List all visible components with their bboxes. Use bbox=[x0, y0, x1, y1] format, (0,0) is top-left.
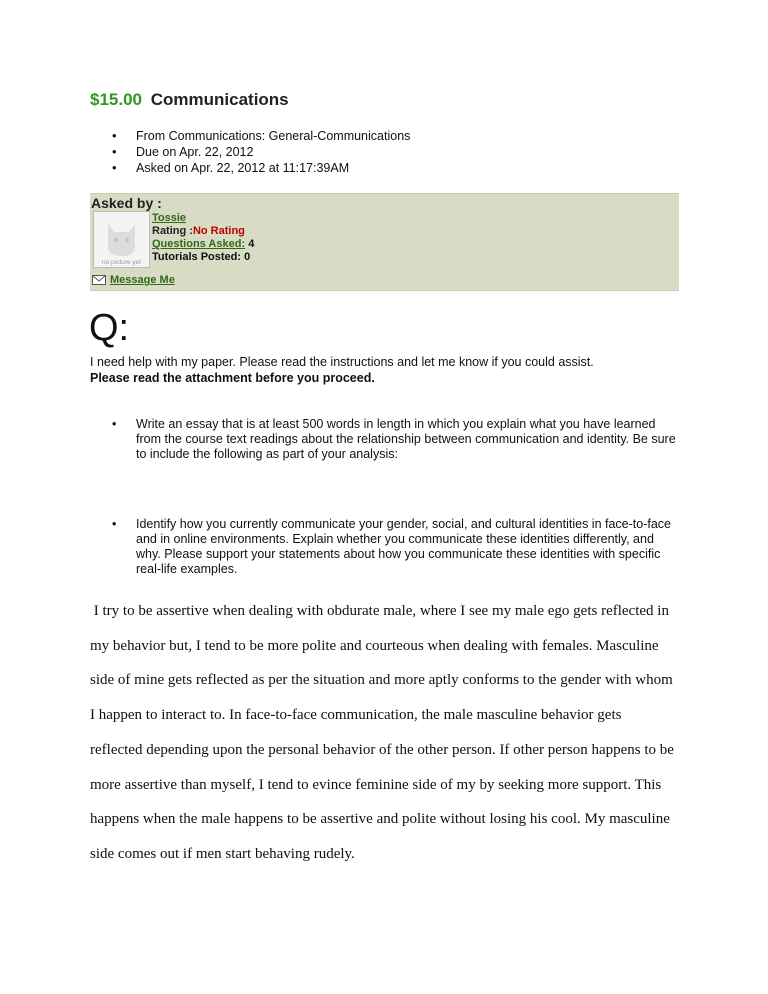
essay-line: side of mine gets reflected as per the situation and more aptly conforms to the gender with whom bbox=[90, 672, 673, 689]
intro-text: I need help with my paper. Please read the instructions and let me know if you could assist. bbox=[90, 355, 594, 369]
tutorials-row bbox=[152, 251, 254, 264]
meta-due-date: • Due on Apr. 22, 2012 bbox=[112, 144, 410, 160]
essay-body bbox=[90, 594, 686, 872]
essay-line: side comes out if men start behaving rudely. bbox=[90, 845, 355, 862]
essay-line: I try to be assertive when dealing with obdurate male, where I see my male ego gets reflected in bbox=[90, 603, 669, 619]
meta-asked-date: • Asked on Apr. 22, 2012 at 11:17:39AM bbox=[112, 160, 410, 176]
rating-value: No Rating bbox=[192, 225, 245, 237]
question-intro bbox=[90, 354, 594, 386]
instruction-bullet: • Identify how you currently communicate your gender, social, and cultural identities in face-to-face and in online environments. Explain whether you communicate these identities differently, and why. Please support your statements about how you communicate these identities with specific real-life examples. bbox=[112, 517, 682, 577]
page-title bbox=[90, 90, 289, 110]
meta-list bbox=[112, 128, 410, 176]
instruction-text: Identify how you currently communicate your gender, social, and cultural identities in face-to-face and in online environments. Explain whether you communicate these identities differently, and why. Please support your statements about how you communicate these identities with specific real-life examples. bbox=[136, 517, 671, 576]
meta-category: • From Communications: General-Communications bbox=[112, 128, 410, 144]
intro-bold-text: Please read the attachment before you proceed. bbox=[90, 371, 375, 385]
tutorials-label: Tutorials Posted: bbox=[152, 251, 242, 263]
message-me-link[interactable]: Message Me bbox=[110, 274, 175, 286]
questions-asked-value: 4 bbox=[248, 238, 255, 250]
essay-line: my behavior but, I tend to be more polite and courteous when dealing with females. Masculine bbox=[90, 637, 659, 654]
questions-asked-link[interactable]: Questions Asked: bbox=[152, 238, 246, 250]
instruction-bullet: • Write an essay that is at least 500 words in length in which you explain what you have learned from the course text readings about the relationship between communication and identity. Be sure to include the following as part of your analysis: bbox=[112, 417, 682, 462]
tutorials-value: 0 bbox=[244, 251, 251, 263]
avatar-text: no picture yet bbox=[101, 259, 142, 266]
user-info bbox=[152, 212, 254, 264]
rating-label: Rating : bbox=[152, 225, 193, 237]
price: $15.00 bbox=[90, 90, 142, 109]
asker-panel bbox=[90, 193, 679, 291]
question-title: Communications bbox=[150, 90, 289, 109]
envelope-icon bbox=[92, 275, 106, 285]
avatar bbox=[93, 211, 150, 268]
essay-line: reflected depending upon the personal behavior of the other person. If other person happens to be bbox=[90, 741, 674, 758]
user-name-link[interactable]: Tossie bbox=[152, 212, 187, 224]
asked-by-label: Asked by : bbox=[91, 195, 162, 211]
cat-placeholder-icon bbox=[94, 212, 149, 267]
rating-row bbox=[152, 225, 254, 238]
q-heading: Q: bbox=[89, 307, 130, 349]
essay-line: more assertive than myself, I tend to evince feminine side of my by seeking more support. This bbox=[90, 776, 662, 793]
essay-line: happens when the male happens to be assertive and polite without losing his cool. My masculine bbox=[90, 811, 670, 828]
questions-row bbox=[152, 238, 254, 251]
essay-line: I happen to interact to. In face-to-face communication, the male masculine behavior gets bbox=[90, 707, 622, 724]
instruction-text: Write an essay that is at least 500 words in length in which you explain what you have learned from the course text readings about the relationship between communication and identity. Be sure to include the following as part of your analysis: bbox=[136, 417, 676, 461]
message-row bbox=[92, 274, 175, 286]
